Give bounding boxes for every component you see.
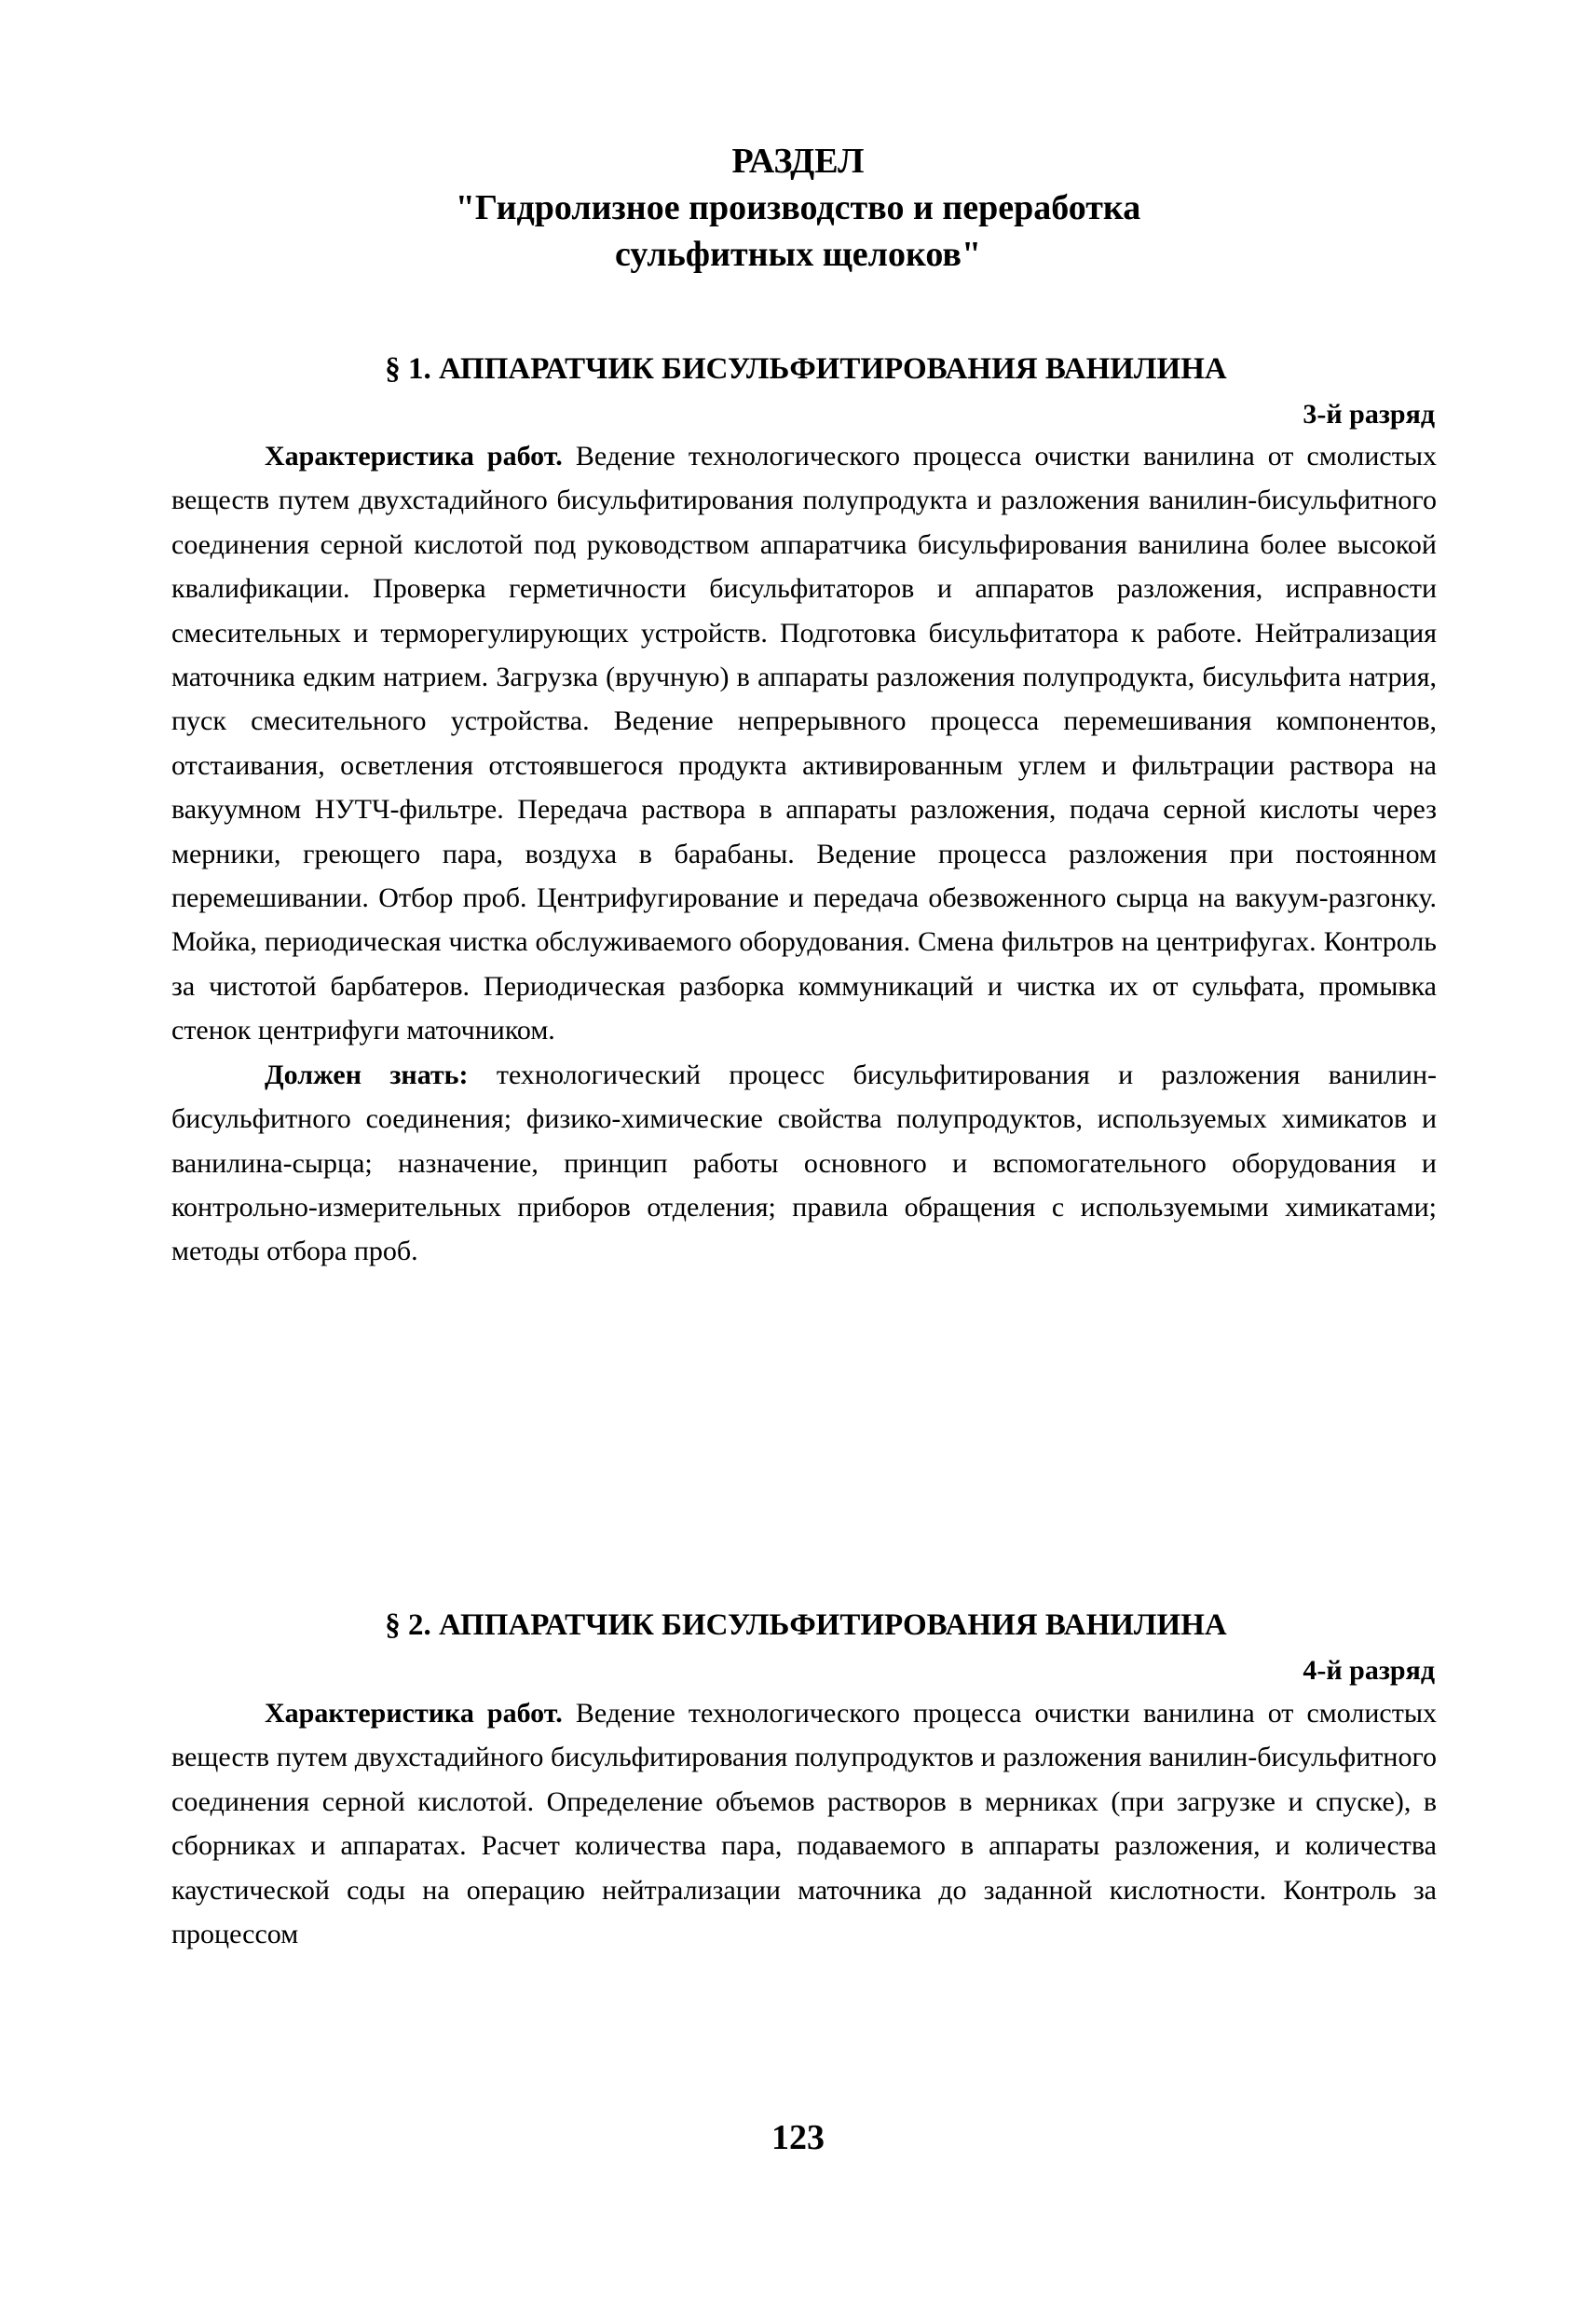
paragraph-2-heading: § 2. АППАРАТЧИК БИСУЛЬФИТИРОВАНИЯ ВАНИЛИНА xyxy=(385,1608,1227,1642)
section-title-line-1: "Гидролизное производство и переработка xyxy=(455,188,1141,227)
paragraph-1-know-text: технологический процесс бисульфитирования и разложения ванилин-бисульфитного соединения; физико-химические свойства полупродуктов, используемых химикатов и ванилина-сырца; назначение, принцип работы основного и вспомогательного оборудования и контрольно-измерительных приборов отделения; правила обращения с используемыми химикатами; методы отбора проб. xyxy=(171,1059,1437,1267)
paragraph-2-work-characteristics xyxy=(171,1691,1437,1956)
paragraph-1-grade: 3-й разряд xyxy=(1303,399,1435,430)
section-header xyxy=(0,138,1596,278)
paragraph-1-heading: § 1. АППАРАТЧИК БИСУЛЬФИТИРОВАНИЯ ВАНИЛИНА xyxy=(385,352,1227,386)
paragraph-1-know-lead: Должен знать: xyxy=(265,1059,469,1090)
paragraph-1-work-lead: Характеристика работ. xyxy=(265,441,563,472)
paragraph-2-grade: 4-й разряд xyxy=(1303,1655,1435,1686)
section-word: РАЗДЕЛ xyxy=(731,142,865,181)
page-number: 123 xyxy=(771,2118,825,2157)
paragraph-1-must-know xyxy=(171,1053,1437,1274)
paragraph-2-work-text: Ведение технологического процесса очистки ванилина от смолистых веществ путем двухстадийного бисульфитирования полупродуктов и разложения ванилин-бисульфитного соединения серной кислотой. Определение объемов растворов в мерниках (при загрузке и спуске), в сборниках и аппаратах. Расчет количества пара, подаваемого в аппараты разложения, и количества каустической соды на операцию нейтрализации маточника до заданной кислотности. Контроль за процессом xyxy=(171,1698,1437,1950)
section-title-line-2: сульфитных щелоков" xyxy=(614,235,982,274)
paragraph-2-body xyxy=(171,1691,1437,1956)
paragraph-1-body xyxy=(171,434,1437,1274)
paragraph-2-work-lead: Характеристика работ. xyxy=(265,1698,563,1729)
paragraph-1-work-characteristics xyxy=(171,434,1437,1053)
paragraph-1-work-text: Ведение технологического процесса очистки ванилина от смолистых веществ путем двухстадийного бисульфитирования полупродукта и разложения ванилин-бисульфитного соединения серной кислотой под руководством аппаратчика бисульфирования ванилина более высокой квалификации. Проверка герметичности бисульфитаторов и аппаратов разложения, исправности смесительных и терморегулирующих устройств. Подготовка бисульфитатора к работе. Нейтрализация маточника едким натрием. Загрузка (вручную) в аппараты разложения полупродукта, бисульфита натрия, пуск смесительного устройства. Ведение непрерывного процесса перемешивания компонентов, отстаивания, осветления отстоявшегося продукта активированным углем и фильтрации раствора на вакуумном НУТЧ-фильтре. Передача раствора в аппараты разложения, подача серной кислоты через мерники, греющего пара, воздуха в барабаны. Ведение процесса разложения при постоянном перемешивании. Отбор проб. Центрифугирование и передача обезвоженного сырца на вакуум-разгонку. Мойка, периодическая чистка обслуживаемого оборудования. Смена фильтров на центрифугах. Контроль за чистотой барбатеров. Периодическая разборка коммуникаций и чистка их от сульфата, промывка стенок центрифуги маточником. xyxy=(171,441,1437,1046)
